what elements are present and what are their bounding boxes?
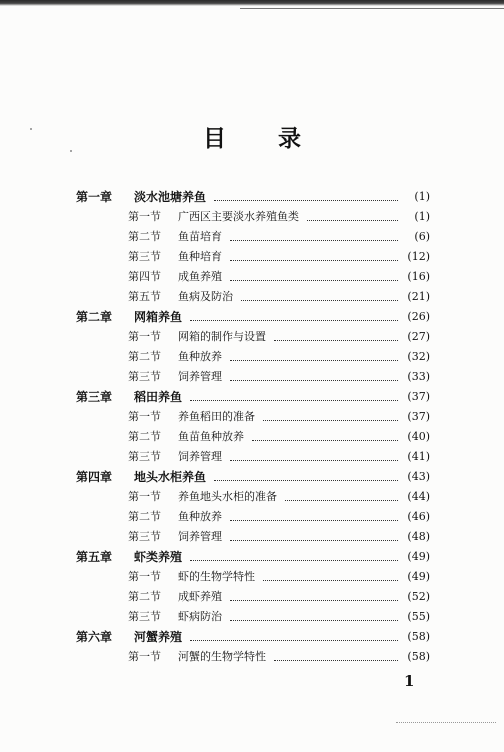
toc-chapter-entry (76, 308, 430, 326)
dot-leader (274, 340, 398, 341)
section-title: 饲养管理 (178, 530, 222, 543)
toc-section-entry (128, 368, 430, 386)
toc-section-entry (128, 648, 430, 666)
chapter-number: 第一章 (76, 190, 113, 204)
section-number: 第三节 (128, 530, 161, 543)
page-reference: (46) (407, 510, 430, 523)
toc-section-entry (128, 328, 430, 346)
section-title: 鱼苗鱼种放养 (178, 430, 244, 443)
chapter-title: 地头水柜养鱼 (134, 470, 207, 484)
page-reference: (41) (407, 450, 430, 463)
toc-section-entry (128, 248, 430, 266)
dot-leader (230, 280, 398, 281)
dot-leader (285, 500, 398, 501)
toc-section-entry (128, 508, 430, 526)
page-reference: (48) (407, 530, 430, 543)
section-title: 广西区主要淡水养殖鱼类 (178, 210, 299, 223)
toc-section-entry (128, 428, 430, 446)
page-reference: (55) (407, 610, 430, 623)
section-title: 成鱼养殖 (178, 270, 222, 283)
toc-section-entry (128, 588, 430, 606)
chapter-title: 网箱养鱼 (134, 310, 183, 324)
section-title: 鱼种放养 (178, 350, 222, 363)
page-reference: (26) (407, 310, 430, 323)
section-number: 第三节 (128, 250, 161, 263)
section-number: 第一节 (128, 410, 161, 423)
page-reference: (43) (407, 470, 430, 483)
dot-leader (230, 540, 398, 541)
dot-leader (230, 520, 398, 521)
page-reference: (21) (407, 290, 430, 303)
page-reference: (58) (407, 650, 430, 663)
scan-bottom-edge (396, 720, 496, 723)
page-title: 目 录 (202, 126, 323, 152)
page-reference: (6) (414, 230, 430, 243)
chapter-title: 虾类养殖 (134, 550, 183, 564)
page-reference: (44) (407, 490, 430, 503)
toc-section-entry (128, 448, 430, 466)
section-number: 第四节 (128, 270, 161, 283)
section-title: 虾的生物学特性 (178, 570, 255, 583)
dot-leader (252, 440, 398, 441)
chapter-number: 第五章 (76, 550, 113, 564)
dot-leader (307, 220, 398, 221)
chapter-title: 河蟹养殖 (134, 630, 183, 644)
dot-leader (190, 400, 398, 401)
page-reference: (49) (407, 570, 430, 583)
section-number: 第二节 (128, 510, 161, 523)
scan-top-edge (0, 0, 504, 6)
toc-section-entry (128, 568, 430, 586)
dot-leader (214, 480, 398, 481)
section-number: 第五节 (128, 290, 161, 303)
section-number: 第二节 (128, 230, 161, 243)
toc-section-entry (128, 228, 430, 246)
toc-section-entry (128, 408, 430, 426)
dot-leader (230, 460, 398, 461)
dot-leader (230, 260, 398, 261)
dot-leader (230, 600, 398, 601)
dot-leader (190, 320, 398, 321)
toc-section-entry (128, 528, 430, 546)
section-title: 鱼病及防治 (178, 290, 233, 303)
section-number: 第一节 (128, 650, 161, 663)
page-reference: (52) (407, 590, 430, 603)
section-title: 网箱的制作与设置 (178, 330, 266, 343)
section-number: 第二节 (128, 590, 161, 603)
dot-leader (230, 380, 398, 381)
toc-section-entry (128, 208, 430, 226)
section-number: 第二节 (128, 430, 161, 443)
scan-top-line (240, 8, 504, 9)
section-number: 第二节 (128, 350, 161, 363)
section-title: 鱼种培育 (178, 250, 222, 263)
dot-leader (274, 660, 398, 661)
dot-leader (263, 580, 398, 581)
section-title: 虾病防治 (178, 610, 222, 623)
chapter-title: 淡水池塘养鱼 (134, 190, 207, 204)
dot-leader (190, 640, 398, 641)
dot-leader (230, 620, 398, 621)
chapter-number: 第四章 (76, 470, 113, 484)
section-number: 第三节 (128, 370, 161, 383)
section-title: 养鱼稻田的准备 (178, 410, 255, 423)
section-number: 第一节 (128, 330, 161, 343)
dot-leader (214, 200, 398, 201)
section-title: 鱼苗培育 (178, 230, 222, 243)
toc-section-entry (128, 608, 430, 626)
toc-chapter-entry (76, 188, 430, 206)
page-reference: (27) (407, 330, 430, 343)
toc-chapter-entry (76, 388, 430, 406)
dot-leader (230, 360, 398, 361)
section-title: 成虾养殖 (178, 590, 222, 603)
chapter-title: 稻田养鱼 (134, 390, 183, 404)
section-title: 鱼种放养 (178, 510, 222, 523)
section-number: 第三节 (128, 450, 161, 463)
dot-leader (263, 420, 398, 421)
section-title: 养鱼地头水柜的准备 (178, 490, 277, 503)
page-reference: (12) (407, 250, 430, 263)
page-reference: (16) (407, 270, 430, 283)
toc-section-entry (128, 488, 430, 506)
section-title: 饲养管理 (178, 450, 222, 463)
page-reference: (37) (407, 410, 430, 423)
page-reference: (40) (407, 430, 430, 443)
page-reference: (32) (407, 350, 430, 363)
page-number: 1 (404, 672, 415, 690)
page-reference: (1) (414, 190, 430, 203)
section-title: 河蟹的生物学特性 (178, 650, 266, 663)
section-number: 第一节 (128, 210, 161, 223)
toc-section-entry (128, 288, 430, 306)
section-number: 第一节 (128, 490, 161, 503)
toc-chapter-entry (76, 468, 430, 486)
toc-chapter-entry (76, 628, 430, 646)
section-title: 饲养管理 (178, 370, 222, 383)
dot-leader (190, 560, 398, 561)
dot-leader (241, 300, 398, 301)
chapter-number: 第二章 (76, 310, 113, 324)
chapter-number: 第三章 (76, 390, 113, 404)
page-reference: (1) (414, 210, 430, 223)
toc-section-entry (128, 348, 430, 366)
section-number: 第一节 (128, 570, 161, 583)
page-reference: (58) (407, 630, 430, 643)
toc-chapter-entry (76, 548, 430, 566)
page-reference: (33) (407, 370, 430, 383)
chapter-number: 第六章 (76, 630, 113, 644)
dot-leader (230, 240, 398, 241)
toc-section-entry (128, 268, 430, 286)
section-number: 第三节 (128, 610, 161, 623)
page-reference: (37) (407, 390, 430, 403)
page-reference: (49) (407, 550, 430, 563)
